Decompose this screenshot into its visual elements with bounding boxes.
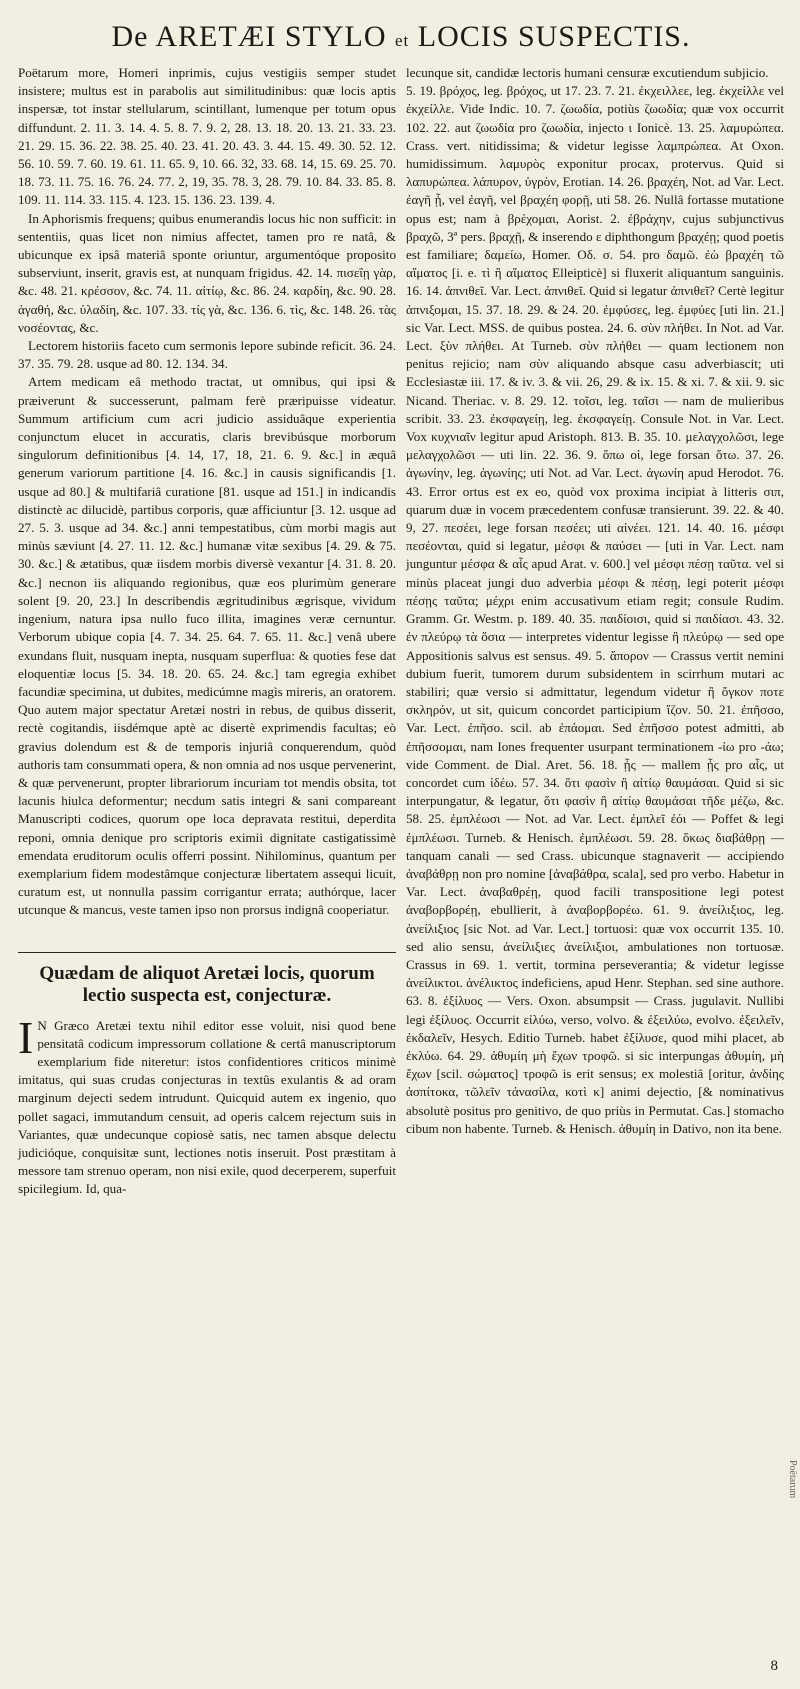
right-column bbox=[406, 64, 784, 1199]
paragraph: 5. 19. βρόχος, leg. βρόχος, ut 17. 23. 7. 21. ἐκχειλλεε, leg. ἐκχείλλε vel ἐκχείλλε. Vide Indic. 10. 7. ζωωδία, potiùs ζωωδία; quæ vox occurrit 102. 22. aut ζωωδία pro ζωωδία, injecto ι Ionicè. 13. 25. λαμυρώπεα. Crass. vert. nitidissima; & videtur legisse λαμπρώπεα. At Oxon. humidissimum. λαμυρὸς exponitur procax, protervus. Quid si λαπυρώπεα. λάπυρον, ὑγρὸν, Erotian. 14. 26. βραχέη, Not. ad Var. Lect. ἐαγῆ ᾗ, vel ἐαγῆ, vel βραχέη φορῇ, uti 58. 26. Nullâ fortasse mutatione opus est; nam à βρέχομαι, Aorist. 2. ἐβράχην, cujus subjunctivus βραχῶ, 3ª pers. βραχῇ, & inserendo ε diphthongum βραχέῃ; quod poetis est familiare; δαμείω, Homer. Οδ. σ. 54. pro δαμῶ. ἐὼ βραχέη τῶ αἵματος [i. e. τὶ ἢ αἵματος Elleipticè] si fluxerit aliquantum sanguinis. 16. 14. ἀπνιθεῖ. Var. Lect. ἀπνιθεῖ. Quid si legatur ἀπνιθεῖ? Certè legitur ἀπνιξομαι, 15. 37. 18. 29. & 24. 20. ἐμφύσες, leg. ἐμφύες [uti lin. 21.] sic Var. Lect. MSS. de quibus postea. 24. 6. σὺν πλήθει. In Not. ad Var. Lect. ξὺν πλήθει. At Turneb. σὺν πλήθει — quam lectionem non penitus rejicio; nam σὺν aliquando absque casu adverbiascit; uti Ecclesiastæ iii. 17. & iv. 3. & vii. 26, 29. & ix. 15. & xi. 7. & xii. 9. sic Nicand. Theriac. v. 8. 29. 12. τοῖσι, leg. ταῖσι — nam de mulieribus scribit. 33. 23. ἐκσφαγείῃ, leg. ἐκσφαγείῃ. Consule Not. in Var. Lect. Vox κυχνιαῖν legitur apud Aristoph. 813. B. 35. 10. μελαγχολῶσι, lege μελαγχολῶσι — uti lin. 22. 36. 9. ὅπω οἱ, lege forsan ὅτω. 37. 26. ἀγωνίην, leg. ἀγωνίης; uti Not. ad Var. Lect. ἀγωνίη apud Herodot. 76. 43. Error ortus est ex eo, quòd vox proxima incipiat à litteris σιπ, quarum duæ in vocem præcedentem confusæ transierunt. 39. 22. & 40. 9, 27. πεσέει, lege forsan πεσέει; uti αἰνέει. 121. 14. 40. 16. μέσφι πεσέονται, quid si legatur, μέσφι & παύσει — [uti in Var. Lect. nam junguntur μέσφα & αἷς apud Arat. v. 600.] vel μέσφι πέσῃ ταῦτα. vel si minùs placeat jungi duo adverbia μέσφι & πέσῃ, legi poterit μέσφι πέσῃς ταῦτα; μέχρι enim accusativum etiam regit; consule Rudim. Gramm. Gr. Westm. p. 189. 40. 35. παιδίοισι, quid si παιδίασι. 43. 32. ἐν πλεύρῳ τὰ ὅσια — interpretes videntur legisse ἢ πλεύρῳ — sed ope Appositionis salvus est sensus. 49. 5. ἄπορον — Crassus vertit nemini dubium fuerit, tumorem durum subsidentem in scirrhum mutari ac stabiliri; quæ versio si admittatur, legendum videtur ἢ ὄγκον ποτε σκληρόν, ut sit, quicum concordet participium ἴζον. 50. 21. ἐπῆσσο, Var. Lect. ἐπῆσο. scil. ab ἐπάομαι. Sed ἐπῆσσο potest admitti, ab ἐπῆσσομαι, nam Iones frequenter usurpant terminationem -ίω pro -άω; vide Comment. de Dial. Aret. 56. 18. ᾖς — mallem ᾖς pro αἷς, ut concordet cum ἰδέω. 57. 34. ὅτι φασὶν ἢ αἰτίῳ θαυμάσαι. Quid si sic interpungatur, & legatur, ὅτι φασὶν ἢ αἰτίῳ θαυμάσαι τῆδε μέζω, &c. 58. 25. ἐμπλέωσι — Not. ad Var. Lect. ἐμπλεῖ ἐόι — Poffet & legi ἐμπλέωσι. Turneb. & Henisch. ἐμπλέωσι. 59. 28. ὅκως διαβάθρῃ — tanquam canali — sed Crass. ubicunque stagnaverit — accipiendo ἀναβάθρῃ non pro nomine [ἀναβάθρα, scala], sed pro verbo. Habetur in Var. Lect. ἀναβαθρέῃ, quod facili transpositione legi potest ἀναβορβορέῃ, ebullierit, à ἀναβορβορέω. 61. 9. ἀνείλιξιος, leg. ἀνείλιξιος [sic Not. ad Var. Lect.] tortuosi: quæ vox occurrit 135. 10. sed alio sensu, ἀνείλιξιες ἀνείλιξιοι, ambulationes non tortuosæ. Crassus in 69. 1. vertit, tormina perseverantia; & videtur legisse ἀνείλικτοι. ἀνέλικτος indeficiens, apud Henr. Stephan. sed sine authore. 63. 8. ἐξίλυος — Vers. Oxon. absumpsit — Crass. jugulavit. Nullibi legi ἐξίλυος. Occurrit εἰλύω, verso, volvo. & ἐξειλύω, evolvo. ἐξειλεῖν, ἐκδαλεῖν, Hesych. Editio Turneb. habet ἐξίλυσε, quod mihi placet, ab ἐκλύω. 64. 29. ἀθυμίη μὴ ἔχων τροφῶ. si sic interpungas ἀθυμίη, μὴ ἔχων [scil. σώματος] τροφῶ is erit sensus; ex molestiâ [oritur, ἀνδίης ἀσπίτοκα, τῶλεῖν τάνασίλα, κοτὶ κ] animi dejectio, [& nominativus absolutè positus pro genitivo, de quo priùs in Permutat. Cas.] stomacho cibum non habente. Turneb. & Henisch. ἀθυμίη in Dativo, non ita bene. bbox=[406, 83, 784, 1136]
section-text: N Græco Aretæi textu nihil editor esse voluit, nisi quod bene pensitatâ codicum impressorum collatione & certâ manuscriptorum exemplarium fide niteretur: istos confidentiores criticos minimè imitatus, qui suas crudas conjecturas in textûs exulantis & ad oram marginum dejecti sedem intrudunt. Quicquid autem ex ingenio, quo pollet sagaci, immutandum censuit, ad operis calcem rejectum suis in Variantes, quæ undecunque copiosè satis, nec tamen absque delectu judicióque, conquisitæ sunt, lectiones notis inseruit. Post præstitam à messore tam strenuo operam, non nisi exile, quod decerperem, superfuit spicilegium. Id, qua- bbox=[18, 1017, 396, 1197]
left-column bbox=[18, 64, 396, 1199]
paragraph: Poëtarum more, Homeri inprimis, cujus vestigiis semper studet insistere; multus est in parabolis aut similitudinibus: quæ locis aptis inspersæ, tot instar stellularum, scintillant, lumenque per totum opus diffundunt. 2. 11. 3. 14. 4. 5. 8. 7. 9. 2, 28. 13. 18. 20. 13. 21. 33. 23. 21. 29. 15. 36. 22. 38. 25. 40. 23. 41. 20. 43. 3. 44. 15. 49. 30. 52. 12. 56. 10. 59. 7. 60. 19. 61. 11. 65. 9, 10. 66. 32, 33. 68. 14, 15. 69. 25. 70. 18. 73. 11. 75. 16. 76. 24. 77. 2, 19, 35. 78. 3, 28. 79. 10. 84. 33. 85. 8. 109. 11. 114. 33. 115. 4. 123. 15. 136. 23. 139. 4. bbox=[18, 65, 396, 208]
paragraph: Lectorem historiis faceto cum sermonis lepore subinde reficit. 36. 24. 37. 35. 79. 28. usque ad 80. 12. 134. 34. bbox=[18, 338, 396, 372]
paragraph: lecunque sit, candidæ lectoris humani censuræ excutiendum subjicio. bbox=[406, 65, 769, 80]
header-title-pre: De ARETÆI STYLO bbox=[111, 20, 387, 53]
paragraph: In Aphorismis frequens; quibus enumerandis locus hic non sufficit: in sententiis, quas licet non nimius affectet, tamen pro re natâ, & ubicunque ex ipsâ materiâ sponte oriuntur, argumentóque proposito subserviunt, inserit, gravis est, at nunquam frigidus. 42. 14. πισεΐῃ γὰρ, &c. 48. 21. κρέσσον, &c. 74. 11. αἰτίῳ, &c. 86. 24. καρδίη, &c. 90. 28. ἀγαθή, &c. ὑλαδίη, &c. 107. 33. τίς γὰ, &c. 136. 6. τὶς, &c. 148. 26. τὰς νοσέοντας, &c. bbox=[18, 210, 396, 335]
drop-cap: I bbox=[18, 1011, 34, 1063]
header-title-post: LOCIS SUSPECTIS. bbox=[417, 20, 691, 53]
section-body bbox=[18, 1011, 396, 1199]
paragraph: Artem medicam eâ methodo tractat, ut omnibus, qui ipsi & præiverunt & successerunt, palmam ferè præripuisse videatur. Summum artificium cum acri judicio assiduâque experientia conjunctum elucet in accuratis, claris brevibúsque morborum singulorum definitionibus [4. 14, 17, 18, 21. 6. 9. &c.] in æquâ generum variorum partitione [4. 16. &c.] in causis significandis [1. usque ad 80.] & multifariâ curatione [81. usque ad 151.] in indicandis distinctè ac dilucidè, partibus corporis, quæ afficiuntur [3. 12. usque ad 27. 5. 3. usque ad 34. &c.] anni tempestatibus, cùm morbi magis aut minùs sæviunt [4. 27. 11. 12. &c.] humanæ vitæ sexibus [4. 29. & 75. 30. &c.] & ætatibus, quæ iisdem morbis diversè vexantur [4. 31. 8. 20. &c.] necnon iis aliquando regionibus, quæ eos plurimùm generare solent [9. 20, 23.] In describendis ægritudinibus ægrisque, vividum ingenium, natura ipsa nullo fuco illita, imagines veræ cernuntur. Verborum ubique copia [4. 7. 34. 25. 64. 7. 65. 11. &c.] venâ ubere exundans fluit, nusquam inepta, nusquam superflua: & quoties fese dat eloquentiæ locus [5. 34. 18. 20. 65. 24. &c.] tam egregia exhibet facundiæ specimina, ut dubites, medicúmne magìs mireris, an oratorem. Quo autem major spectatur Aretæi nostri in rebus, de quibus disserit, rectè cogitandis, iisdémque aptè ac disertè exprimendis facultas; eò gravius dolendum est & de temporis injuriâ conquerendum, quòd authoris tam consummati opera, & non omnia ad nos usque pervenerint, & quæ pervenerunt, propter librariorum incuriam tot mendis obsita, tot lacunis hiulca deformentur; necdum satis integri & sani compareant Manuscripti codices, quorum ope loca depravata restitui, deperdita reponi, omnia denique pro scriptoris eximii dignitate castigatissimè emendata eruditorum oculis offerri possint. Nihilominus, quantum per exemplarium fidem modestâmque conjecturæ libertatem assequi licuit, curatum est, ut nonnulla passim corrigantur errata; authórque, lacer utcunque & mancus, veste tamen ipso non prorsus indignâ cooperiatur. bbox=[18, 374, 396, 918]
two-column-body bbox=[18, 64, 784, 1199]
margin-word: Poëtarum bbox=[787, 1460, 798, 1499]
running-header bbox=[18, 0, 784, 56]
header-title-et: et bbox=[394, 31, 410, 50]
page-number: 8 bbox=[770, 1658, 778, 1674]
section-title: Quædam de aliquot Aretæi locis, quorum lectio suspecta est, conjecturæ. bbox=[18, 952, 396, 1007]
